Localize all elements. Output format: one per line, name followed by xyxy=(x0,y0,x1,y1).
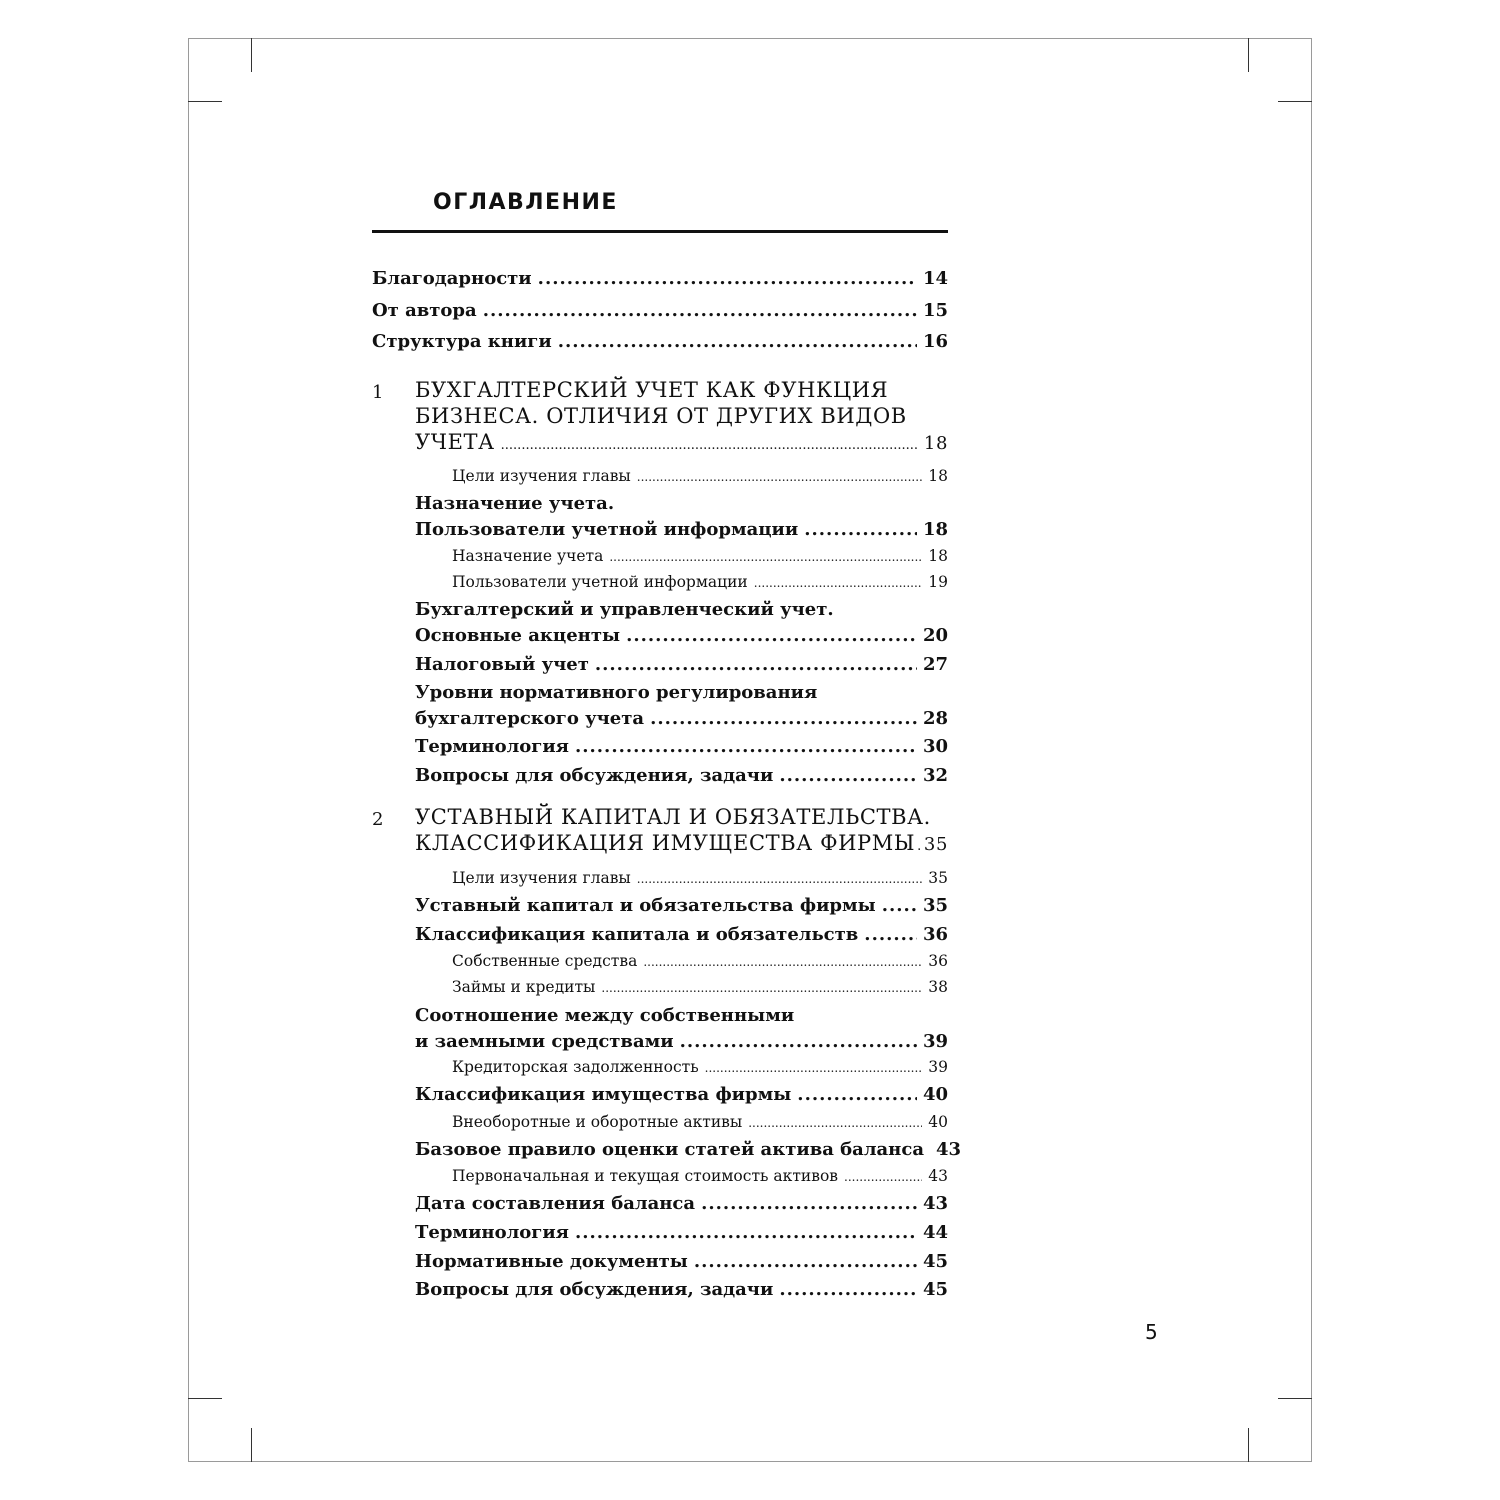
crop-mark xyxy=(188,101,222,102)
toc-subentry[interactable]: Назначение учета ..... 18 xyxy=(452,547,948,565)
toc-entry-book-structure[interactable]: Структура книги ..... 16 xyxy=(372,331,948,352)
crop-mark xyxy=(1278,101,1312,102)
toc-entry-line: Назначение учета. xyxy=(415,493,615,514)
chapter-title-line: БУХГАЛТЕРСКИЙ УЧЕТ КАК ФУНКЦИЯ xyxy=(415,378,889,402)
toc-subentry[interactable]: Цели изучения главы ..... 18 xyxy=(452,467,948,485)
toc-entry-line: Бухгалтерский и управленческий учет. xyxy=(415,599,834,620)
toc-entry[interactable]: бухгалтерского учета ..... 28 xyxy=(415,708,948,729)
chapter-number: 2 xyxy=(372,809,384,830)
crop-mark xyxy=(1248,38,1249,72)
crop-mark xyxy=(188,1398,222,1399)
toc-entry[interactable]: Пользователи учетной информации ..... 18 xyxy=(415,519,948,540)
page-number: 5 xyxy=(1145,1320,1158,1344)
title-rule xyxy=(372,230,948,233)
crop-mark xyxy=(1278,1398,1312,1399)
toc-entry[interactable]: Классификация имущества фирмы ..... 40 xyxy=(415,1084,948,1105)
toc-entry[interactable]: Терминология ..... 44 xyxy=(415,1222,948,1243)
crop-mark xyxy=(251,1428,252,1462)
toc-entry[interactable]: Дата составления баланса ..... 43 xyxy=(415,1193,948,1214)
toc-title: ОГЛАВЛЕНИЕ xyxy=(433,190,618,215)
crop-mark xyxy=(1248,1428,1249,1462)
chapter-title-line: БИЗНЕСА. ОТЛИЧИЯ ОТ ДРУГИХ ВИДОВ xyxy=(415,404,907,428)
toc-entry-line: Соотношение между собственными xyxy=(415,1005,795,1026)
toc-subentry[interactable]: Цели изучения главы ..... 35 xyxy=(452,869,948,887)
toc-entry-from-author[interactable]: От автора ..... 15 xyxy=(372,300,948,321)
toc-entry[interactable]: Налоговый учет ..... 27 xyxy=(415,654,948,675)
crop-mark xyxy=(251,38,252,72)
toc-entry-chapter-1[interactable]: УЧЕТА ..... 18 xyxy=(415,430,948,454)
toc-subentry[interactable]: Собственные средства ..... 36 xyxy=(452,952,948,970)
toc-subentry[interactable]: Пользователи учетной информации ..... 19 xyxy=(452,573,948,591)
toc-entry[interactable]: Терминология ..... 30 xyxy=(415,736,948,757)
toc-entry[interactable]: Базовое правило оценки статей актива баланса 43 xyxy=(415,1139,962,1160)
toc-entry[interactable]: и заемными средствами ..... 39 xyxy=(415,1031,948,1052)
toc-entry[interactable]: Вопросы для обсуждения, задачи ..... 32 xyxy=(415,765,948,786)
toc-entry-acknowledgements[interactable]: Благодарности ..... 14 xyxy=(372,268,948,289)
toc-entry[interactable]: Классификация капитала и обязательств ..... 36 xyxy=(415,924,948,945)
toc-subentry[interactable]: Внеоборотные и оборотные активы ..... 40 xyxy=(452,1113,948,1131)
toc-entry[interactable]: Вопросы для обсуждения, задачи ..... 45 xyxy=(415,1279,948,1300)
toc-entry[interactable]: Уставный капитал и обязательства фирмы ..... 35 xyxy=(415,895,948,916)
toc-entry[interactable]: Основные акценты ..... 20 xyxy=(415,625,948,646)
toc-subentry[interactable]: Займы и кредиты ..... 38 xyxy=(452,978,948,996)
toc-subentry[interactable]: Кредиторская задолженность ..... 39 xyxy=(452,1058,948,1076)
toc-subentry[interactable]: Первоначальная и текущая стоимость активов ..... 43 xyxy=(452,1167,948,1185)
toc-entry[interactable]: Нормативные документы ..... 45 xyxy=(415,1251,948,1272)
toc-entry-line: Уровни нормативного регулирования xyxy=(415,682,818,703)
chapter-number: 1 xyxy=(372,382,384,403)
toc-entry-chapter-2[interactable]: КЛАССИФИКАЦИЯ ИМУЩЕСТВА ФИРМЫ ..... 35 xyxy=(415,831,948,855)
chapter-title-line: УСТАВНЫЙ КАПИТАЛ И ОБЯЗАТЕЛЬСТВА. xyxy=(415,805,931,829)
